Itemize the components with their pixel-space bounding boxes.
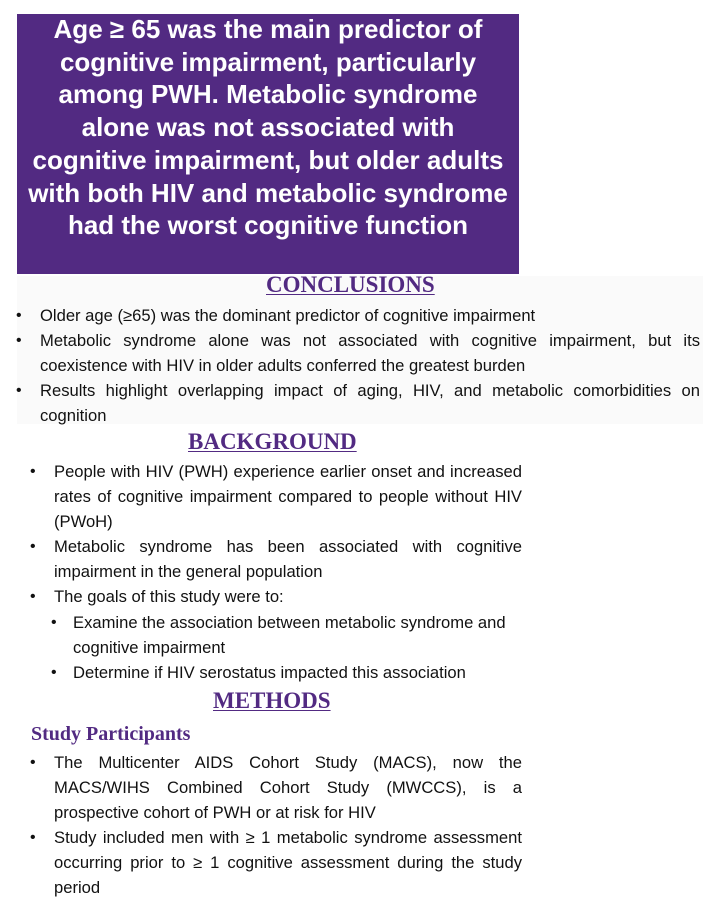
methods-list: [30, 750, 522, 900]
list-item: [51, 660, 523, 685]
conclusions-list: [16, 303, 700, 428]
conclusion-text: Metabolic syndrome alone was not associated with cognitive impairment, but its coexistence with HIV in older adults conferred the greatest burden: [40, 331, 700, 375]
bullet-icon: •: [16, 382, 22, 399]
list-item: [30, 750, 522, 825]
bullet-icon: •: [30, 588, 36, 605]
methods-text: The Multicenter AIDS Cohort Study (MACS), now the MACS/WIHS Combined Cohort Study (MWCCS), is a prospective cohort of PWH or at risk for HIV: [54, 753, 522, 822]
background-list: [30, 459, 522, 609]
key-finding-banner: [17, 14, 519, 274]
study-participants-subheading: Study Participants: [31, 723, 191, 745]
bullet-icon: •: [30, 829, 36, 846]
bullet-icon: •: [16, 307, 22, 324]
list-item: [16, 378, 700, 428]
list-item: [30, 825, 522, 900]
goal-text: Examine the association between metabolic syndrome and cognitive impairment: [73, 613, 506, 657]
background-text: The goals of this study were to:: [54, 587, 284, 606]
bullet-icon: •: [30, 538, 36, 555]
conclusions-heading: CONCLUSIONS: [266, 272, 435, 297]
bullet-icon: •: [16, 332, 22, 349]
background-text: People with HIV (PWH) experience earlier onset and increased rates of cognitive impairment compared to people without HIV (PWoH): [54, 462, 522, 531]
conclusion-text: Results highlight overlapping impact of aging, HIV, and metabolic comorbidities on cognition: [40, 381, 700, 425]
goal-text: Determine if HIV serostatus impacted this association: [73, 663, 466, 682]
list-item: [30, 584, 522, 609]
list-item: [30, 534, 522, 584]
list-item: [30, 459, 522, 534]
bullet-icon: •: [30, 463, 36, 480]
bullet-icon: •: [51, 664, 57, 681]
key-finding-text: Age ≥ 65 was the main predictor of cognitive impairment, particularly among PWH. Metabolic syndrome alone was not associated with cognitive impairment, but older adults with both HIV and metabolic syndrome had the worst cognitive function: [28, 14, 508, 241]
methods-text: Study included men with ≥ 1 metabolic syndrome assessment occurring prior to ≥ 1 cognitive assessment during the study period: [54, 828, 522, 897]
bullet-icon: •: [51, 614, 57, 631]
list-item: [16, 328, 700, 378]
bullet-icon: •: [30, 754, 36, 771]
methods-heading: METHODS: [213, 688, 331, 713]
list-item: [16, 303, 700, 328]
background-heading: BACKGROUND: [188, 429, 357, 454]
conclusion-text: Older age (≥65) was the dominant predictor of cognitive impairment: [40, 306, 536, 325]
goals-sublist: [51, 610, 523, 685]
background-text: Metabolic syndrome has been associated with cognitive impairment in the general population: [54, 537, 522, 581]
list-item: [51, 610, 523, 660]
